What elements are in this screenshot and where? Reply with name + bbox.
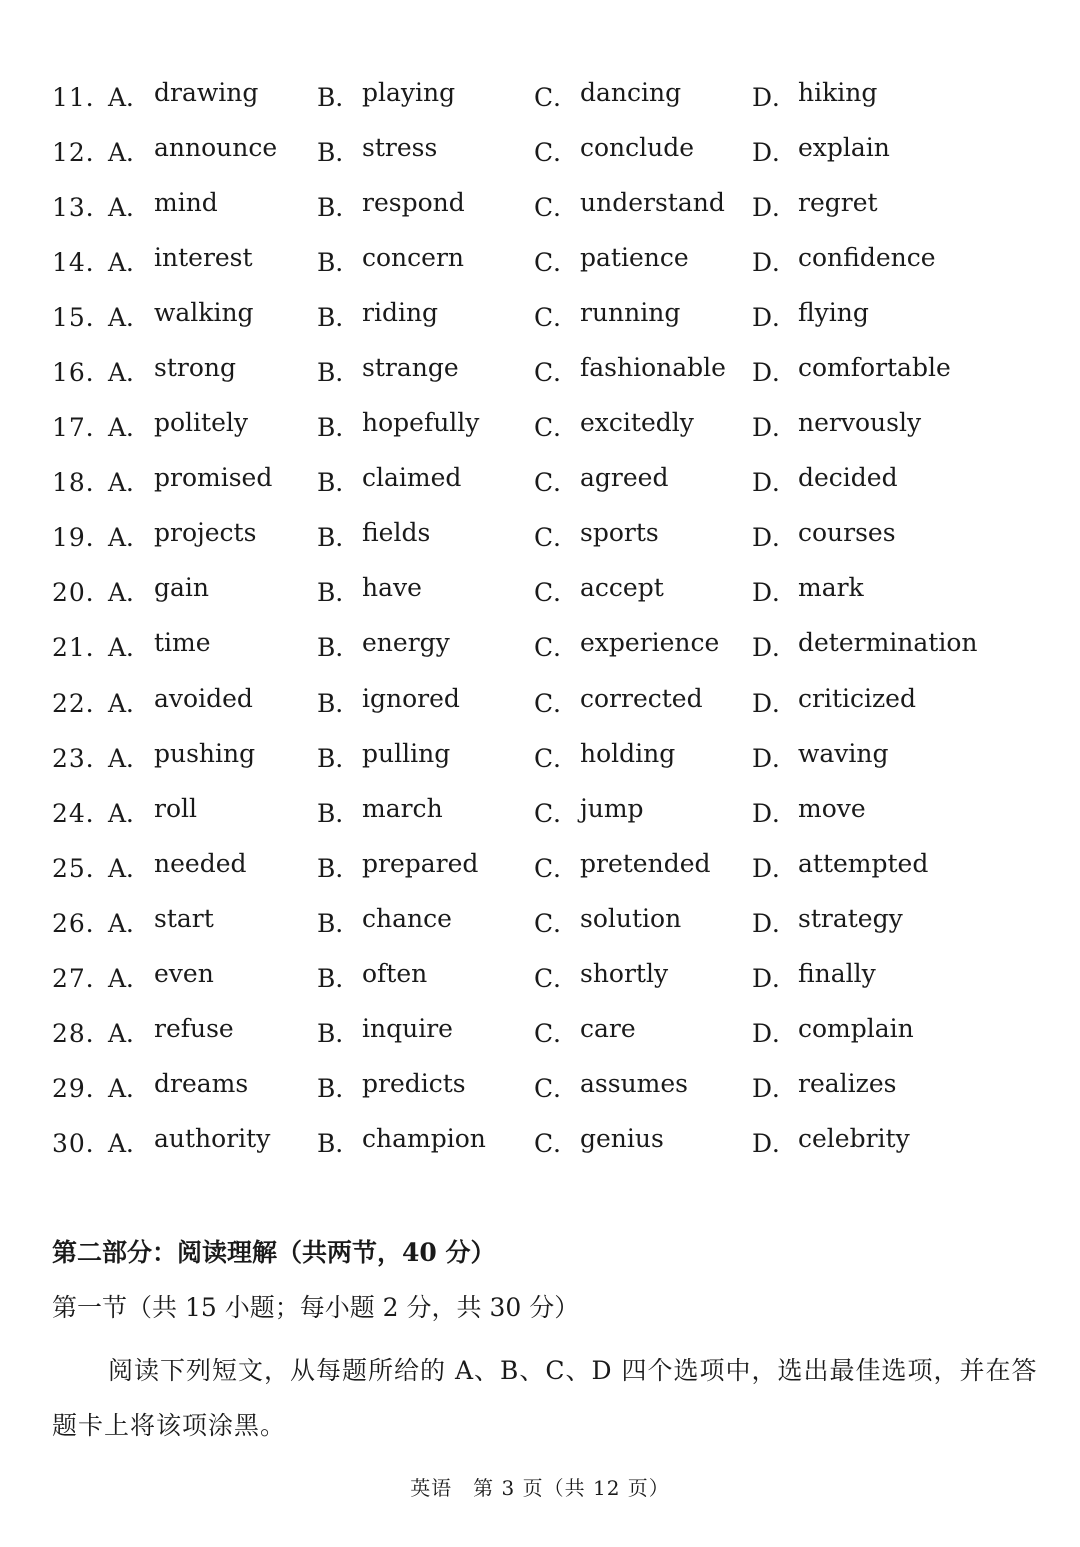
option-b-text: champion [362,1123,486,1153]
question-number: 25． [52,853,112,883]
option-c-text: care [580,1013,636,1043]
option-d-text: determination [798,628,978,658]
question-row [52,892,1052,947]
question-number: 11． [52,83,112,112]
option-c-letter: C． [534,138,579,168]
question-number: 23． [52,743,112,773]
option-c-letter: C． [534,1018,579,1048]
option-b-text: pulling [362,738,451,768]
option-d-text: decided [798,463,898,493]
question-row [52,66,1052,121]
question-number: 18． [52,468,112,498]
option-d-letter: D． [752,798,798,828]
option-d-letter: D． [752,1128,798,1158]
question-number: 30． [52,1128,112,1158]
option-a-letter: A． [108,853,152,883]
question-number: 17． [52,413,112,443]
instruction-text: 阅读下列短文，从每题所给的 A、B、C、D 四个选项中，选出最佳选项，并在答题卡上将该项涂黑。 [52,1356,1038,1440]
question-row [52,616,1052,671]
option-c-text: jump [580,793,644,823]
option-d-letter: D． [752,303,798,333]
option-d-text: courses [798,518,896,548]
option-c-letter: C． [534,523,579,553]
question-number: 12． [52,138,112,168]
option-b-text: riding [362,298,439,328]
option-b-letter: B． [317,83,361,112]
option-d-text: mark [798,573,864,603]
option-c-letter: C． [534,798,579,828]
option-b-letter: B． [317,1128,361,1158]
option-b-text: often [362,958,428,988]
option-c-text: assumes [580,1068,688,1098]
question-number: 14． [52,248,112,278]
question-row [52,727,1052,782]
option-a-text: roll [154,793,197,823]
option-c-text: excitedly [580,408,694,438]
option-a-text: pushing [154,738,256,768]
option-c-text: agreed [580,463,669,493]
option-a-text: mind [154,188,218,218]
option-d-letter: D． [752,963,798,993]
question-list [52,66,1052,1167]
option-c-letter: C． [534,358,579,388]
option-b-letter: B． [317,523,361,553]
option-c-letter: C． [534,688,579,718]
option-d-text: waving [798,738,889,768]
option-b-letter: B． [317,853,361,883]
option-b-text: fields [362,518,431,548]
option-a-text: walking [154,298,254,328]
option-c-text: experience [580,628,720,658]
option-a-letter: A． [108,1018,152,1048]
option-c-text: solution [580,903,682,933]
option-b-letter: B． [317,798,361,828]
option-a-letter: A． [108,688,152,718]
option-b-text: have [362,573,422,603]
option-a-letter: A． [108,633,152,663]
option-c-letter: C． [534,193,579,223]
question-row [52,1002,1052,1057]
question-row [52,341,1052,396]
option-d-text: realizes [798,1068,897,1098]
option-c-text: accept [580,573,664,603]
option-a-letter: A． [108,1128,152,1158]
option-d-letter: D． [752,743,798,773]
question-row [52,121,1052,176]
option-b-letter: B． [317,578,361,608]
option-a-text: politely [154,408,249,438]
option-b-text: concern [362,243,465,273]
option-d-text: nervously [798,408,922,438]
option-b-text: claimed [362,463,462,493]
option-c-text: conclude [580,133,695,163]
option-d-text: confidence [798,243,936,273]
question-row [52,1112,1052,1167]
option-a-letter: A． [108,1073,152,1103]
question-row [52,176,1052,231]
option-b-text: inquire [362,1013,453,1043]
option-a-letter: A． [108,138,152,168]
option-b-letter: B． [317,688,361,718]
option-c-letter: C． [534,248,579,278]
section-one-title: 第一节（共 15 小题；每小题 2 分，共 30 分） [52,1293,580,1322]
option-a-text: strong [154,353,236,383]
question-row [52,1057,1052,1112]
option-a-letter: A． [108,193,152,223]
option-a-text: start [154,903,214,933]
question-number: 22． [52,688,112,718]
option-d-letter: D． [752,908,798,938]
option-a-letter: A． [108,798,152,828]
option-a-letter: A． [108,358,152,388]
option-d-text: hiking [798,78,878,107]
option-d-letter: D． [752,138,798,168]
option-d-letter: D． [752,248,798,278]
option-a-text: drawing [154,78,259,107]
option-a-letter: A． [108,743,152,773]
option-a-letter: A． [108,248,152,278]
option-d-letter: D． [752,193,798,223]
option-d-text: criticized [798,683,916,713]
option-d-letter: D． [752,578,798,608]
option-c-letter: C． [534,853,579,883]
option-a-text: gain [154,573,210,603]
option-b-text: prepared [362,848,479,878]
option-c-text: genius [580,1123,664,1153]
option-c-text: shortly [580,958,669,988]
option-d-text: explain [798,133,890,163]
option-d-letter: D． [752,83,798,112]
option-d-text: move [798,793,866,823]
option-d-letter: D． [752,468,798,498]
question-number: 13． [52,193,112,223]
option-c-letter: C． [534,908,579,938]
question-number: 26． [52,908,112,938]
option-a-text: authority [154,1123,271,1153]
question-number: 29． [52,1073,112,1103]
option-a-letter: A． [108,83,152,112]
option-d-letter: D． [752,633,798,663]
question-number: 21． [52,633,112,663]
option-d-text: strategy [798,903,903,933]
question-row [52,947,1052,1002]
question-number: 15． [52,303,112,333]
option-a-text: needed [154,848,247,878]
option-c-letter: C． [534,578,579,608]
option-a-text: time [154,628,211,658]
question-row [52,672,1052,727]
option-d-letter: D． [752,853,798,883]
option-b-letter: B． [317,743,361,773]
question-row [52,231,1052,286]
option-b-text: energy [362,628,450,658]
option-d-text: finally [798,958,876,988]
option-b-text: march [362,793,443,823]
option-c-text: patience [580,243,689,273]
option-b-letter: B． [317,908,361,938]
option-c-text: sports [580,518,659,548]
option-c-text: corrected [580,683,703,713]
question-number: 16． [52,358,112,388]
option-b-letter: B． [317,1018,361,1048]
question-row [52,451,1052,506]
option-c-text: running [580,298,681,328]
option-a-text: even [154,958,214,988]
option-a-letter: A． [108,303,152,333]
option-b-text: respond [362,188,465,218]
option-d-letter: D． [752,688,798,718]
option-d-letter: D． [752,413,798,443]
option-a-letter: A． [108,413,152,443]
option-d-text: regret [798,188,878,218]
option-b-letter: B． [317,963,361,993]
option-b-letter: B． [317,633,361,663]
option-c-letter: C． [534,963,579,993]
option-c-text: fashionable [580,353,726,383]
page-footer: 英语 第 3 页（共 12 页） [410,1476,670,1500]
option-d-text: celebrity [798,1123,910,1153]
question-number: 19． [52,523,112,553]
option-a-letter: A． [108,963,152,993]
option-a-text: interest [154,243,253,273]
option-b-letter: B． [317,303,361,333]
option-b-text: ignored [362,683,460,713]
question-row [52,561,1052,616]
option-d-text: attempted [798,848,929,878]
option-a-text: projects [154,518,257,548]
option-a-text: avoided [154,683,253,713]
question-number: 24． [52,798,112,828]
option-c-text: holding [580,738,676,768]
option-c-text: understand [580,188,725,218]
option-a-letter: A． [108,468,152,498]
option-c-letter: C． [534,633,579,663]
option-b-text: chance [362,903,452,933]
option-b-text: hopefully [362,408,480,438]
option-c-letter: C． [534,1073,579,1103]
option-b-letter: B． [317,248,361,278]
option-d-letter: D． [752,358,798,388]
option-a-letter: A． [108,908,152,938]
option-d-text: comfortable [798,353,951,383]
option-c-letter: C． [534,1128,579,1158]
option-d-text: complain [798,1013,914,1043]
option-b-text: predicts [362,1068,466,1098]
option-b-text: strange [362,353,459,383]
option-b-text: stress [362,133,438,163]
question-number: 20． [52,578,112,608]
question-number: 27． [52,963,112,993]
option-b-letter: B． [317,1073,361,1103]
option-a-letter: A． [108,578,152,608]
option-b-text: playing [362,78,456,107]
option-c-text: dancing [580,78,682,107]
question-row [52,782,1052,837]
question-row [52,506,1052,561]
option-d-text: flying [798,298,869,328]
question-number: 28． [52,1018,112,1048]
option-b-letter: B． [317,193,361,223]
option-c-letter: C． [534,303,579,333]
option-a-text: refuse [154,1013,234,1043]
option-c-letter: C． [534,743,579,773]
option-b-letter: B． [317,413,361,443]
option-a-text: announce [154,133,278,163]
option-b-letter: B． [317,468,361,498]
option-b-letter: B． [317,358,361,388]
question-row [52,837,1052,892]
option-d-letter: D． [752,523,798,553]
option-d-letter: D． [752,1073,798,1103]
part-two-title: 第二部分：阅读理解（共两节，40 分） [52,1238,496,1267]
option-a-letter: A． [108,523,152,553]
option-c-letter: C． [534,413,579,443]
option-b-letter: B． [317,138,361,168]
option-d-letter: D． [752,1018,798,1048]
option-c-text: pretended [580,848,711,878]
option-a-text: promised [154,463,273,493]
option-c-letter: C． [534,83,579,112]
option-c-letter: C． [534,468,579,498]
question-row [52,286,1052,341]
option-a-text: dreams [154,1068,249,1098]
question-row [52,396,1052,451]
